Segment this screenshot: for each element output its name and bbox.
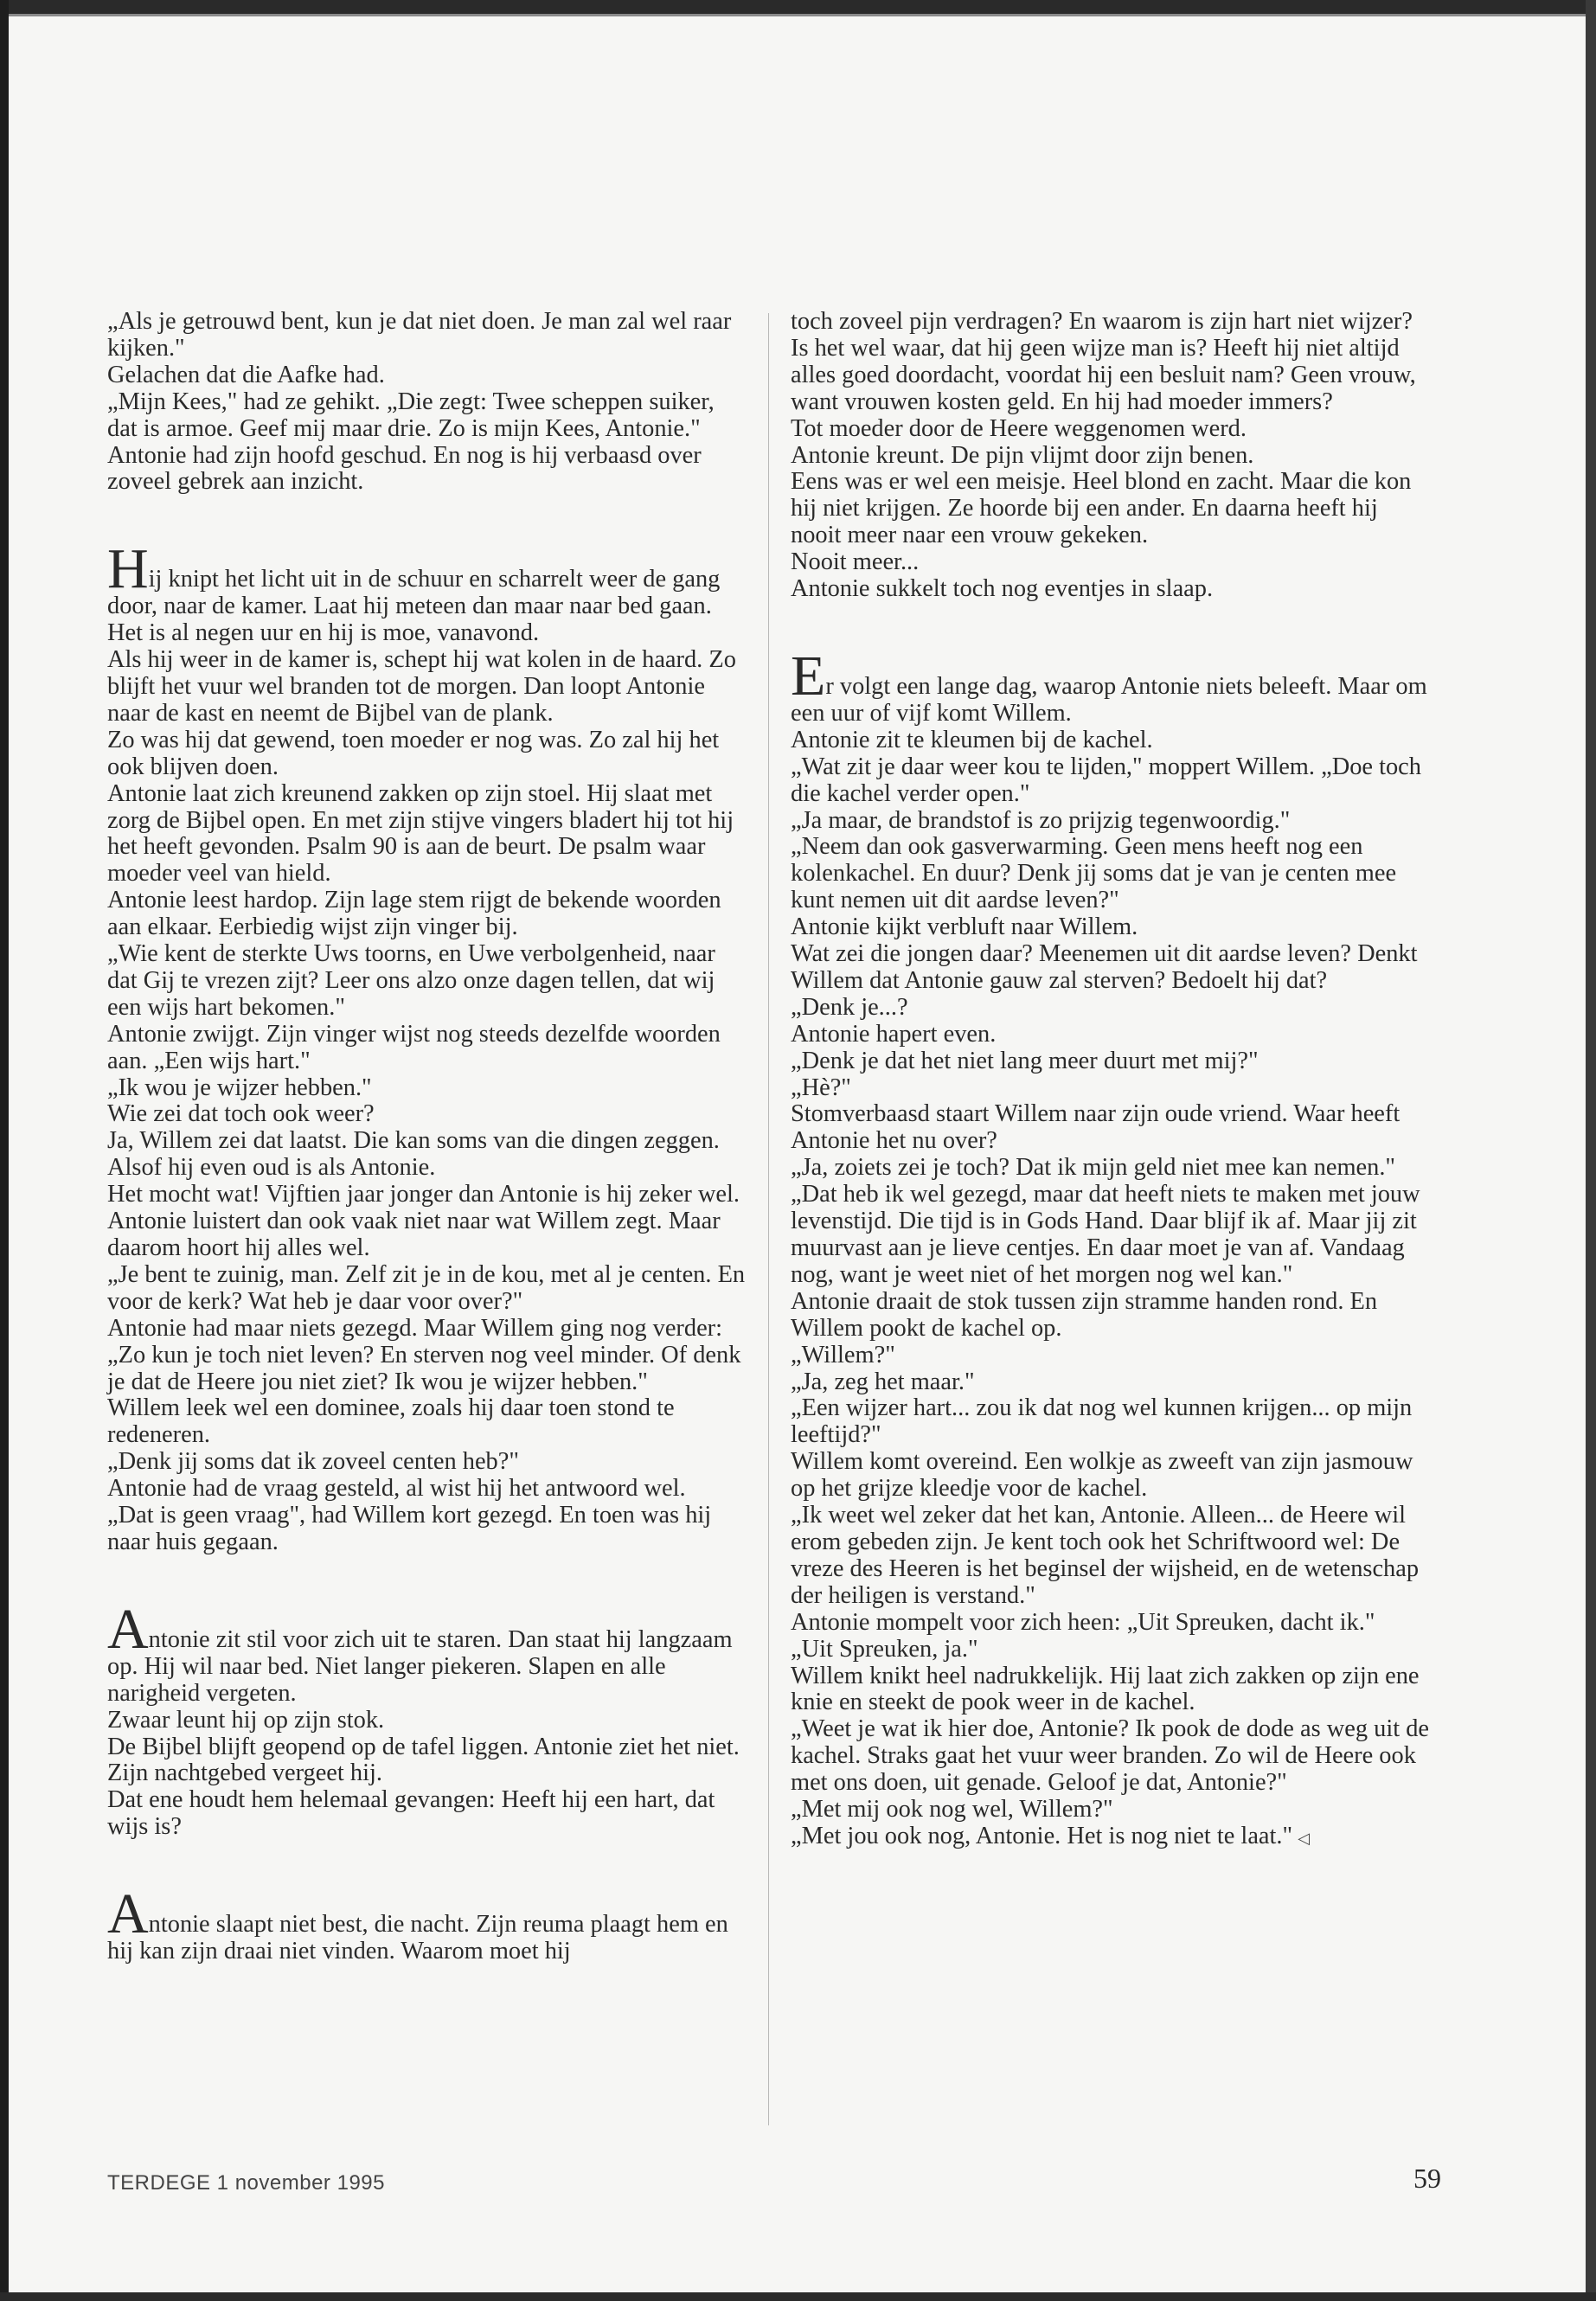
- scan-border-top-line: [0, 14, 1596, 16]
- paragraph: „Uit Spreuken, ja.": [791, 1635, 978, 1663]
- paragraph: „Denk je...?: [791, 993, 908, 1021]
- paragraph: „Een wijzer hart... zou ik dat nog wel kunnen krijgen... op mijn leeftijd?": [791, 1394, 1413, 1449]
- paragraph: Antonie had maar niets gezegd. Maar Willem ging nog verder: „Zo kun je toch niet leven? En sterven nog veel minder. Of denk je dat de Heere jou niet ziet? Ik wou je wijzer hebben.": [107, 1314, 741, 1395]
- right-column: [791, 309, 1429, 1852]
- section-start-paragraph: Antonie zit stil voor zich uit te staren. Dan staat hij langzaam op. Hij wil naar bed. Niet langer piekeren. Slapen en alle narigheid vergeten.: [107, 1597, 733, 1707]
- left-column: [107, 309, 746, 1965]
- paragraph: „Ik weet wel zeker dat het kan, Antonie. Alleen... de Heere wil erom gebeden zijn. Je kent toch ook het Schriftwoord wel: De vreze des Heeren is het beginsel der wijsheid, en de wetenschap der heiligen is verstand.": [791, 1502, 1420, 1609]
- paragraph: „Mijn Kees," had ze gehikt. „Die zegt: Twee scheppen suiker, dat is armoe. Geef mij maar drie. Zo is mijn Kees, Antonie.": [107, 388, 715, 442]
- paragraph: Stomverbaasd staart Willem naar zijn oude vriend. Waar heeft Antonie het nu over?: [791, 1100, 1401, 1155]
- scan-border-top: [0, 0, 1596, 14]
- paragraph: „Willem?": [791, 1341, 895, 1368]
- drop-cap: A: [107, 1597, 148, 1661]
- paragraph: Zwaar leunt hij op zijn stok.: [107, 1706, 385, 1734]
- paragraph: Antonie had de vraag gesteld, al wist hij het antwoord wel.: [107, 1475, 686, 1503]
- paragraph: Wie zei dat toch ook weer?: [107, 1100, 375, 1128]
- paragraph: toch zoveel pijn verdragen? En waarom is zijn hart niet wijzer?: [791, 308, 1413, 335]
- drop-cap: H: [107, 537, 148, 601]
- scan-border-bottom: [0, 2292, 1596, 2301]
- paragraph: Antonie laat zich kreunend zakken op zijn stoel. Hij slaat met zorg de Bijbel open. En met zijn stijve vingers bladert hij tot hij het heeft gevonden. Psalm 90 is aan de beurt. De psalm waar moeder veel van hield.: [107, 779, 734, 888]
- drop-cap: A: [107, 1882, 148, 1946]
- paragraph: Dat ene houdt hem helemaal gevangen: Heeft hij een hart, dat wijs is?: [107, 1786, 715, 1841]
- paragraph: Het mocht wat! Vijftien jaar jonger dan Antonie is hij zeker wel. Antonie luistert dan ook vaak niet naar wat Willem zegt. Maar daarom hoort hij alles wel.: [107, 1181, 740, 1261]
- paragraph: „Je bent te zuinig, man. Zelf zit je in de kou, met al je centen. En voor de kerk? Wat heb je daar voor over?": [107, 1260, 746, 1315]
- paragraph: „Weet je wat ik hier doe, Antonie? Ik pook de dode as weg uit de kachel. Straks gaat het vuur weer branden. Zo wil de Heere ook met ons doen, uit genade. Geloof je dat, Antonie?": [791, 1715, 1430, 1797]
- scan-border-left: [0, 0, 9, 2301]
- paragraph: Antonie kreunt. De pijn vlijmt door zijn benen.: [791, 441, 1254, 469]
- paragraph: „Als je getrouwd bent, kun je dat niet doen. Je man zal wel raar kijken.": [107, 308, 732, 362]
- paragraph: Is het wel waar, dat hij geen wijze man is? Heeft hij niet altijd alles goed doordacht, voordat hij een besluit nam? Geen vrouw, want vrouwen kosten geld. En hij had moeder immers?: [791, 334, 1416, 415]
- final-paragraph: „Met jou ook nog, Antonie. Het is nog niet te laat." ◁: [791, 1822, 1310, 1849]
- drop-cap: E: [791, 644, 825, 708]
- paragraph: „Ja, zoiets zei je toch? Dat ik mijn geld niet mee kan nemen.": [791, 1154, 1396, 1182]
- page-number: 59: [1413, 2163, 1441, 2194]
- paragraph: „Ik wou je wijzer hebben.": [107, 1074, 372, 1101]
- paragraph: Antonie leest hardop. Zijn lage stem rijgt de bekende woorden aan elkaar. Eerbiedig wijst zijn vinger bij.: [107, 887, 721, 941]
- end-of-article-icon: ◁: [1298, 1829, 1310, 1847]
- paragraph: Willem knikt heel nadrukkelijk. Hij laat zich zakken op zijn ene knie en steekt de pook weer in de kachel.: [791, 1662, 1420, 1716]
- paragraph: „Dat heb ik wel gezegd, maar dat heeft niets te maken met jouw levenstijd. Die tijd is in Gods Hand. Daar blijf ik af. Maar jij zit muurvast aan je lieve centjes. En daar moet je van af. Vandaag nog, want je weet niet of het morgen nog wel kan.": [791, 1181, 1420, 1288]
- paragraph: „Ja maar, de brandstof is zo prijzig tegenwoordig.": [791, 806, 1291, 834]
- section-start-paragraph: Hij knipt het licht uit in de schuur en scharrelt weer de gang door, naar de kamer. Laat hij meteen dan maar naar bed gaan. Het is al negen uur en hij is moe, vanavond.: [107, 537, 721, 647]
- paragraph: „Wie kent de sterkte Uws toorns, en Uwe verbolgenheid, naar dat Gij te vrezen zijt? Leer ons alzo onze dagen tellen, dat wij een wijs hart bekomen.": [107, 940, 715, 1021]
- paragraph: Antonie kijkt verbluft naar Willem.: [791, 913, 1138, 941]
- paragraph: Zo was hij dat gewend, toen moeder er nog was. Zo zal hij het ook blijven doen.: [107, 726, 720, 780]
- paragraph: Eens was er wel een meisje. Heel blond en zacht. Maar die kon hij niet krijgen. Ze hoorde bij een ander. En daarna heeft hij nooit meer naar een vrouw gekeken.: [791, 468, 1412, 549]
- paragraph: Antonie zwijgt. Zijn vinger wijst nog steeds dezelfde woorden aan. „Een wijs hart.": [107, 1020, 721, 1074]
- paragraph: „Ja, zeg het maar.": [791, 1368, 975, 1395]
- section-start-paragraph: Er volgt een lange dag, waarop Antonie niets beleeft. Maar om een uur of vijf komt Willem.: [791, 644, 1427, 727]
- paragraph: „Dat is geen vraag", had Willem kort gezegd. En toen was hij naar huis gegaan.: [107, 1502, 712, 1555]
- footer-magazine-title: TERDEGE 1 november 1995: [107, 2171, 385, 2195]
- paragraph: „Neem dan ook gasverwarming. Geen mens heeft nog een kolenkachel. En duur? Denk jij soms dat je van je centen mee kunt nemen uit dit aardse leven?": [791, 833, 1397, 914]
- paragraph: Antonie draait de stok tussen zijn stramme handen rond. En Willem pookt de kachel op.: [791, 1287, 1378, 1342]
- paragraph: Antonie zit te kleumen bij de kachel.: [791, 726, 1153, 753]
- paragraph: „Denk je dat het niet lang meer duurt met mij?": [791, 1047, 1259, 1074]
- paragraph: Als hij weer in de kamer is, schept hij wat kolen in de haard. Zo blijft het vuur wel branden tot de morgen. Dan loopt Antonie naar de kast en neemt de Bijbel van de plank.: [107, 646, 736, 727]
- paragraph: Willem leek wel een dominee, zoals hij daar toen stond te redeneren.: [107, 1394, 675, 1449]
- paragraph: De Bijbel blijft geopend op de tafel liggen. Antonie ziet het niet. Zijn nachtgebed vergeet hij.: [107, 1733, 740, 1787]
- paragraph: „Denk jij soms dat ik zoveel centen heb?": [107, 1448, 519, 1476]
- paragraph: Antonie sukkelt toch nog eventjes in slaap.: [791, 575, 1214, 603]
- column-divider: [768, 313, 769, 2125]
- paragraph: Antonie mompelt voor zich heen: „Uit Spreuken, dacht ik.": [791, 1608, 1375, 1636]
- paragraph: Wat zei die jongen daar? Meenemen uit dit aardse leven? Denkt Willem dat Antonie gauw zal sterven? Bedoelt hij dat?: [791, 940, 1418, 994]
- paragraph: Antonie had zijn hoofd geschud. En nog is hij verbaasd over zoveel gebrek aan inzicht.: [107, 441, 702, 496]
- paragraph: Gelachen dat die Aafke had.: [107, 361, 385, 388]
- paragraph: Ja, Willem zei dat laatst. Die kan soms van die dingen zeggen. Alsof hij even oud is als Antonie.: [107, 1127, 720, 1182]
- scan-border-right: [1586, 0, 1596, 2301]
- paragraph: Tot moeder door de Heere weggenomen werd.: [791, 414, 1247, 442]
- section-start-paragraph: Antonie slaapt niet best, die nacht. Zijn reuma plaagt hem en hij kan zijn draai niet vinden. Waarom moet hij: [107, 1882, 728, 1965]
- paragraph: Nooit meer...: [791, 548, 920, 576]
- paragraph: Antonie hapert even.: [791, 1020, 997, 1048]
- paragraph: „Wat zit je daar weer kou te lijden," moppert Willem. „Doe toch die kachel verder open.": [791, 753, 1421, 807]
- paragraph: Willem komt overeind. Een wolkje as zweeft van zijn jasmouw op het grijze kleedje voor de kachel.: [791, 1448, 1413, 1503]
- paragraph: „Hè?": [791, 1074, 851, 1101]
- paragraph: „Met mij ook nog wel, Willem?": [791, 1796, 1113, 1823]
